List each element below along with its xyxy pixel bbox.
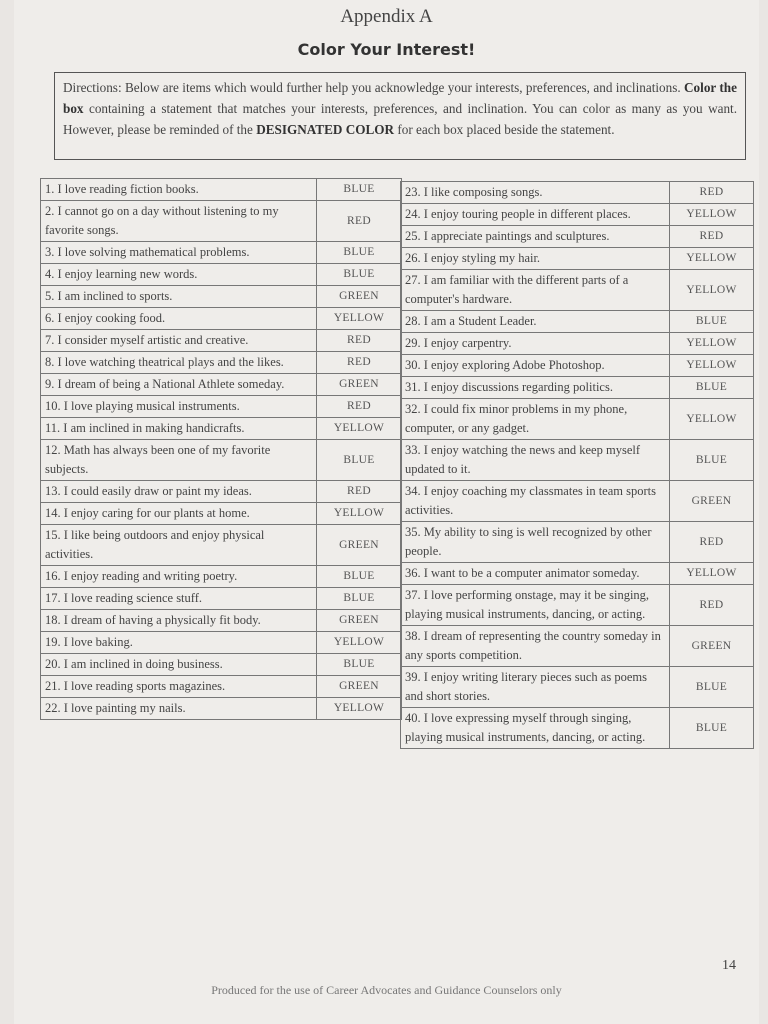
statement-cell: 10. I love playing musical instruments. — [41, 396, 317, 418]
statement-cell: 27. I am familiar with the different parts of a computer's hardware. — [401, 270, 670, 311]
directions-text-1: : Below are items which would further help you acknowledge your interests, preferences, and inclinations. — [117, 80, 685, 95]
statement-cell: 2. I cannot go on a day without listening to my favorite songs. — [41, 201, 317, 242]
table-row — [41, 352, 402, 374]
statement-cell: 34. I enjoy coaching my classmates in team sports activities. — [401, 481, 670, 522]
color-box[interactable]: RED — [317, 201, 402, 242]
statement-cell: 16. I enjoy reading and writing poetry. — [41, 566, 317, 588]
color-box[interactable]: YELLOW — [317, 698, 402, 720]
color-box[interactable]: GREEN — [670, 481, 754, 522]
statement-cell: 4. I enjoy learning new words. — [41, 264, 317, 286]
table-row — [41, 503, 402, 525]
statement-cell: 21. I love reading sports magazines. — [41, 676, 317, 698]
table-row — [401, 270, 754, 311]
table-row — [41, 632, 402, 654]
statement-cell: 9. I dream of being a National Athlete someday. — [41, 374, 317, 396]
table-row — [401, 248, 754, 270]
statement-cell: 33. I enjoy watching the news and keep myself updated to it. — [401, 440, 670, 481]
statement-cell: 13. I could easily draw or paint my ideas. — [41, 481, 317, 503]
color-box[interactable]: BLUE — [317, 440, 402, 481]
color-box[interactable]: BLUE — [670, 708, 754, 749]
color-box[interactable]: YELLOW — [670, 355, 754, 377]
directions-bold-1: Color the box — [63, 80, 737, 116]
statement-cell: 35. My ability to sing is well recognized by other people. — [401, 522, 670, 563]
table-row — [401, 626, 754, 667]
table-row — [401, 440, 754, 481]
table-row — [41, 396, 402, 418]
color-box[interactable]: BLUE — [317, 566, 402, 588]
statement-cell: 38. I dream of representing the country someday in any sports competition. — [401, 626, 670, 667]
table-row — [41, 525, 402, 566]
table-row — [41, 264, 402, 286]
items-table-left — [40, 178, 402, 720]
table-row — [41, 286, 402, 308]
color-box[interactable]: YELLOW — [317, 632, 402, 654]
appendix-heading: Appendix A — [340, 6, 433, 27]
color-box[interactable]: YELLOW — [670, 333, 754, 355]
table-row — [41, 588, 402, 610]
statement-cell: 26. I enjoy styling my hair. — [401, 248, 670, 270]
color-box[interactable]: YELLOW — [317, 503, 402, 525]
color-box[interactable]: YELLOW — [670, 248, 754, 270]
color-box[interactable]: GREEN — [317, 525, 402, 566]
table-row — [41, 676, 402, 698]
statement-cell: 22. I love painting my nails. — [41, 698, 317, 720]
color-box[interactable]: GREEN — [317, 676, 402, 698]
statement-cell: 20. I am inclined in doing business. — [41, 654, 317, 676]
statement-cell: 3. I love solving mathematical problems. — [41, 242, 317, 264]
color-box[interactable]: GREEN — [317, 610, 402, 632]
statement-cell: 18. I dream of having a physically fit body. — [41, 610, 317, 632]
color-box[interactable]: GREEN — [317, 286, 402, 308]
table-row — [401, 563, 754, 585]
statement-cell: 31. I enjoy discussions regarding politics. — [401, 377, 670, 399]
color-box[interactable]: YELLOW — [670, 270, 754, 311]
table-row — [41, 330, 402, 352]
statement-cell: 14. I enjoy caring for our plants at home. — [41, 503, 317, 525]
color-box[interactable]: RED — [670, 522, 754, 563]
document-page — [14, 0, 759, 1024]
statement-cell: 23. I like composing songs. — [401, 182, 670, 204]
color-box[interactable]: BLUE — [670, 377, 754, 399]
statement-cell: 1. I love reading fiction books. — [41, 179, 317, 201]
color-box[interactable]: BLUE — [317, 242, 402, 264]
page-number: 14 — [722, 958, 736, 973]
color-box[interactable]: RED — [670, 182, 754, 204]
table-row — [401, 708, 754, 749]
footer-note: Produced for the use of Career Advocates and Guidance Counselors only — [211, 983, 562, 997]
color-box[interactable]: BLUE — [670, 311, 754, 333]
statement-cell: 37. I love performing onstage, may it be singing, playing musical instruments, dancing, or acting. — [401, 585, 670, 626]
statement-cell: 28. I am a Student Leader. — [401, 311, 670, 333]
table-row — [41, 374, 402, 396]
table-row — [401, 481, 754, 522]
statement-cell: 29. I enjoy carpentry. — [401, 333, 670, 355]
statement-cell: 8. I love watching theatrical plays and the likes. — [41, 352, 317, 374]
color-box[interactable]: RED — [317, 330, 402, 352]
statement-cell: 40. I love expressing myself through singing, playing musical instruments, dancing, or acting. — [401, 708, 670, 749]
table-row — [41, 698, 402, 720]
color-box[interactable]: RED — [317, 396, 402, 418]
table-row — [41, 481, 402, 503]
statement-cell: 24. I enjoy touring people in different places. — [401, 204, 670, 226]
color-box[interactable]: YELLOW — [670, 399, 754, 440]
color-box[interactable]: YELLOW — [317, 418, 402, 440]
statement-cell: 25. I appreciate paintings and sculptures. — [401, 226, 670, 248]
table-row — [401, 333, 754, 355]
table-row — [41, 566, 402, 588]
color-box[interactable]: YELLOW — [670, 563, 754, 585]
table-row — [41, 201, 402, 242]
page-title: Color Your Interest! — [297, 40, 476, 59]
directions-text-3: for each box placed beside the statement. — [394, 122, 615, 137]
statement-cell: 17. I love reading science stuff. — [41, 588, 317, 610]
table-row — [401, 377, 754, 399]
statement-cell: 12. Math has always been one of my favorite subjects. — [41, 440, 317, 481]
directions-box — [54, 72, 746, 160]
statement-cell: 36. I want to be a computer animator someday. — [401, 563, 670, 585]
statement-cell: 11. I am inclined in making handicrafts. — [41, 418, 317, 440]
directions-label: Directions — [63, 80, 118, 95]
color-box[interactable]: GREEN — [317, 374, 402, 396]
statement-cell: 7. I consider myself artistic and creative. — [41, 330, 317, 352]
color-box[interactable]: RED — [670, 226, 754, 248]
table-row — [41, 654, 402, 676]
color-box[interactable]: BLUE — [670, 667, 754, 708]
color-box[interactable]: RED — [317, 481, 402, 503]
color-box[interactable]: BLUE — [317, 179, 402, 201]
table-row — [41, 610, 402, 632]
color-box[interactable]: BLUE — [317, 588, 402, 610]
statement-cell: 15. I like being outdoors and enjoy physical activities. — [41, 525, 317, 566]
color-box[interactable]: RED — [317, 352, 402, 374]
table-row — [41, 418, 402, 440]
statement-cell: 30. I enjoy exploring Adobe Photoshop. — [401, 355, 670, 377]
color-box[interactable]: RED — [670, 585, 754, 626]
table-row — [401, 204, 754, 226]
table-row — [401, 585, 754, 626]
table-row — [41, 440, 402, 481]
directions-bold-2: DESIGNATED COLOR — [256, 122, 395, 137]
table-row — [401, 182, 754, 204]
table-row — [41, 242, 402, 264]
color-box[interactable]: GREEN — [670, 626, 754, 667]
color-box[interactable]: BLUE — [317, 264, 402, 286]
color-box[interactable]: YELLOW — [670, 204, 754, 226]
table-row — [41, 308, 402, 330]
table-row — [401, 667, 754, 708]
table-row — [401, 355, 754, 377]
directions-text-2: containing a statement that matches your interests, preferences, and inclination. You can color as many as you want. However, please be reminded of the — [63, 101, 737, 137]
color-box[interactable]: YELLOW — [317, 308, 402, 330]
items-table-right — [400, 181, 754, 749]
color-box[interactable]: BLUE — [670, 440, 754, 481]
table-row — [41, 179, 402, 201]
statement-cell: 5. I am inclined to sports. — [41, 286, 317, 308]
statement-cell: 6. I enjoy cooking food. — [41, 308, 317, 330]
table-row — [401, 399, 754, 440]
table-row — [401, 522, 754, 563]
statement-cell: 39. I enjoy writing literary pieces such as poems and short stories. — [401, 667, 670, 708]
statement-cell: 19. I love baking. — [41, 632, 317, 654]
table-row — [401, 311, 754, 333]
statement-cell: 32. I could fix minor problems in my phone, computer, or any gadget. — [401, 399, 670, 440]
color-box[interactable]: BLUE — [317, 654, 402, 676]
table-row — [401, 226, 754, 248]
